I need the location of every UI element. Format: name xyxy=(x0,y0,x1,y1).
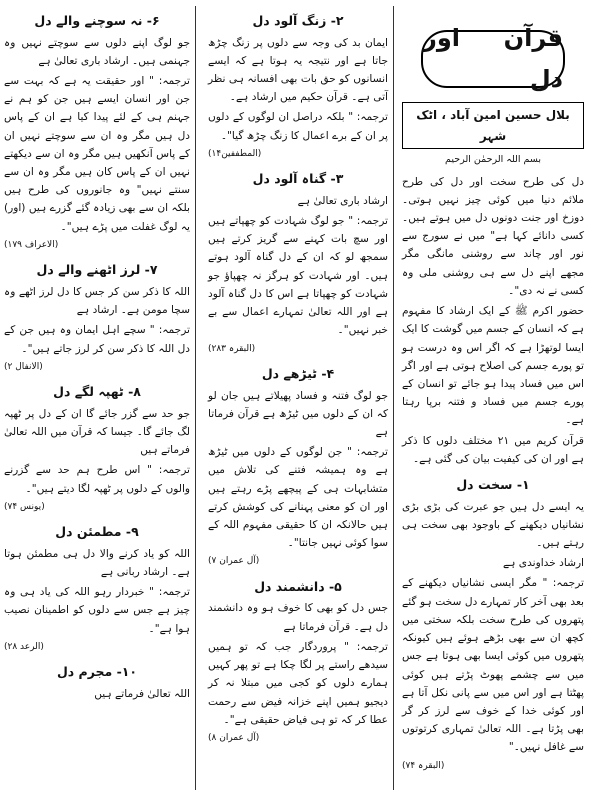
section-heading: ۲- زنگ آلود دل xyxy=(252,13,344,28)
section-translation: ترجمہ: " جو لوگ شہادت کو چھپاتے ہیں اور سچ بات کہنے سے گریز کرتے ہیں سمجھ لو کہ ان کے دل گناہ آلود ہوتے ہیں۔ اور شہادت کو ہرگز نہ چھپاؤ جو شہادت کو چھپاتا ہے اس کا دل گناہ آلود ہے اور اللہ تعالیٰ تمہارے اعمال سے بے خبر نہیں"۔ xyxy=(208,215,388,337)
verse-reference: (آل عمران ۷) xyxy=(208,556,260,567)
section-body: جو حد سے گزر جائے گا ان کے دل پر ٹھپہ لگ جائے گا۔ جیسا کہ قرآن میں اللہ تعالیٰ فرماتے ہیں xyxy=(4,407,190,457)
section-body: جو لوگ فتنہ و فساد پھیلاتے ہیں جان لو کہ ان کے دلوں میں ٹیڑھ ہے قرآن فرماتا ہے xyxy=(208,389,388,438)
section-heading: ۸- ٹھپہ لگے دل xyxy=(53,384,141,400)
section-content-heart xyxy=(4,521,190,655)
section-translation: ترجمہ: " خبردار رہو اللہ کی یاد ہی وہ چیز ہے جس سے دلوں کو اطمینان نصیب ہوا ہے"۔ xyxy=(4,586,190,635)
section-intro-line: ارشاد خداوندی ہے xyxy=(503,557,584,570)
author-byline: بلال حسین امین آباد ، اٹک شہر xyxy=(402,102,584,149)
section-trembling-heart xyxy=(4,259,190,375)
intro-paragraph: دل کی طرح سخت اور دل کی طرح ملائم دنیا میں کوئی چیز نہیں ہوتی۔ دوزخ اور جنت دونوں دل میں ہوتے ہیں۔ کسی دانائے کہا ہے" میں نے سورج سے نور اور چاند سے روشنی مانگی مگر مجھے اپنے دل سے ہی روشنی ملی وہ کسی نے نہ دی"۔ xyxy=(402,175,584,297)
left-column xyxy=(0,4,196,792)
section-heading: ۵- دانشمند دل xyxy=(254,578,342,594)
verse-reference: (البقرہ ۲۸۳) xyxy=(208,343,256,354)
verse-reference: (یونس ۷۴) xyxy=(4,501,45,512)
section-guilty-heart xyxy=(4,661,190,703)
section-translation: ترجمہ: " سچے اہل ایمان وہ ہیں جن کے دل اللہ کا ذکر سن کر لرز جاتے ہیں"۔ xyxy=(4,324,190,355)
section-unthinking-heart xyxy=(4,10,190,253)
section-translation: ترجمہ: " مگر ایسی نشانیاں دیکھنے کے بعد بھی آخر کار تمہارے دل سخت ہو گئے پتھروں کی طرح سخت بلکہ سختی میں کچھ ان سے بھی بڑھے ہوئے ہیں کیونکہ پتھروں میں کوئی ایسا بھی ہوتا ہے جس میں سے چشمے پھوٹ پڑتے ہیں کوئی پھٹتا ہے اور اس میں سے پانی نکل آتا ہے اور کوئی خدا کے خوف سے لرز کر گر بھی پڑتا ہے۔ اللہ تعالیٰ تمہاری کرتوتوں سے غافل نہیں۔" xyxy=(402,577,584,754)
section-translation: ترجمہ: " بلکہ دراصل ان لوگوں کے دلوں پر ان کے برے اعمال کا زنگ چڑھ گیا"۔ xyxy=(208,111,388,142)
verse-reference: (الرعد ۲۸) xyxy=(4,641,44,652)
section-sealed-heart xyxy=(4,381,190,515)
verse-reference: (الاعراف ۱۷۹) xyxy=(4,239,59,250)
verse-reference: (الانفال ۲) xyxy=(4,361,43,372)
verse-reference: (البقرہ ۷۴) xyxy=(402,760,445,771)
section-rusted-heart xyxy=(208,10,388,162)
bismillah: بسم اللہ الرحمٰن الرحیم xyxy=(445,154,541,166)
section-sinful-heart xyxy=(208,168,388,357)
section-heading: ۳- گناہ آلود دل xyxy=(252,171,344,187)
section-heading: ۱۰- مجرم دل xyxy=(56,664,138,680)
intro-paragraph: حضور اکرم ﷺ کے ایک ارشاد کا مفہوم ہے کہ انسان کے جسم میں گوشت کا ایک ایسا لوتھڑا ہے کہ اگر اس وہ درست ہو تو پورے جسم کی اصلاح ہوتی ہے اور اگر اس میں فساد پیدا ہو جائے تو انسان کے پورے جسم میں فساد و فتنہ برپا رہتا ہے۔ xyxy=(402,305,584,427)
section-body: جس دل کو بھی کا خوف ہو وہ دانشمند دل ہے۔ قرآن فرماتا ہے xyxy=(208,602,388,633)
section-body: اللہ کو یاد کرنے والا دل ہی مطمئن ہوتا ہے۔ ارشاد ربانی ہے xyxy=(4,547,190,578)
middle-column xyxy=(202,4,394,792)
section-body: ارشاد باری تعالیٰ ہے xyxy=(297,194,388,207)
section-heading: ۶- نہ سوچنے والے دل xyxy=(34,13,160,28)
article-title: قرآن اور دل xyxy=(423,23,563,93)
section-crooked-heart xyxy=(208,363,388,570)
section-hard-heart xyxy=(402,474,584,774)
section-heading: ۴- ٹیڑھے دل xyxy=(261,366,335,381)
section-translation: ترجمہ: " جن لوگوں کے دلوں میں ٹیڑھ ہے وہ ہمیشہ فتنے کی تلاش میں متشابہات ہی کے پیچھے پڑے رہتے ہیں اور ان کو معنی پہنانے کی کوشش کرتے ہیں حالانکہ ان کا حقیقی مفہوم اللہ کے سوا کوئی نہیں جانتا"۔ xyxy=(208,446,388,550)
section-heading: ۷- لرز اٹھنے والے دل xyxy=(36,262,158,278)
section-body: ایمان بد کی وجہ سے دلوں پر زنگ چڑھ جاتا ہے اور نتیجہ یہ ہوتا ہے کہ ایسے انسانوں کو حق بات بھی افسانہ ہی نظر آتی ہے۔ قرآن حکیم میں ارشاد ہے۔ xyxy=(208,36,388,104)
section-heading: ۹- مطمئن دل xyxy=(55,524,139,540)
section-heading: ۱- سخت دل xyxy=(456,477,530,493)
verse-reference: (المطففین۱۴) xyxy=(208,148,262,159)
section-body: اللہ کا ذکر سن کر جس کا دل لرز اٹھے وہ سچا مومن ہے۔ ارشاد ہے xyxy=(4,285,190,317)
section-body: یہ ایسے دل ہیں جو عبرت کی بڑی بڑی نشانیاں دیکھنے کے باوجود بھی سخت ہی رہتے ہیں۔ xyxy=(402,500,584,550)
verse-reference: (آل عمران ۸) xyxy=(208,732,260,743)
right-column xyxy=(396,4,590,792)
section-body: جو لوگ اپنے دلوں سے سوچتے نہیں وہ جہنمی ہیں۔ ارشاد باری تعالیٰ ہے xyxy=(4,36,190,67)
section-body: اللہ تعالیٰ فرماتے ہیں xyxy=(94,687,190,700)
section-translation: ترجمہ: " پروردگار جب کہ تو ہمیں سیدھے راستے پر لگا چکا ہے تو پھر کہیں ہمارے دلوں کو کجی میں مبتلا نہ کر دیجیو ہمیں اپنے خزانہ فیض سے رحمت عطا کر کہ تو ہی فیاض حقیقی ہے"۔ xyxy=(208,640,388,726)
intro-paragraph: قرآن کریم میں ۲۱ مختلف دلوں کا ذکر ہے اور ان کی کیفیت بیان کی گئی ہے۔ xyxy=(402,434,584,465)
section-translation: ترجمہ: " اس طرح ہم حد سے گزرنے والوں کے دلوں پر ٹھپہ لگا دیتے ہیں"۔ xyxy=(4,464,190,495)
section-wise-heart xyxy=(208,576,388,747)
section-translation: ترجمہ: " اور حقیقت یہ ہے کہ بہت سے جن اور انسان ایسے ہیں جن کو ہم نے جہنم ہی کے لئے پیدا کیا ہے ان کے پاس دل ہیں مگر وہ ان سے سوچتے نہیں ان کے پاس آنکھیں ہیں مگر وہ ان سے دیکھتے نہیں ان کے پاس کان ہیں مگر وہ ان سے سنتے نہیں" وہ جانوروں کی طرح ہیں بلکہ ان سے بھی زیادہ گئے گزرے ہیں (اور) یہ لوگ غفلت میں پڑے ہیں"۔ xyxy=(4,74,190,233)
